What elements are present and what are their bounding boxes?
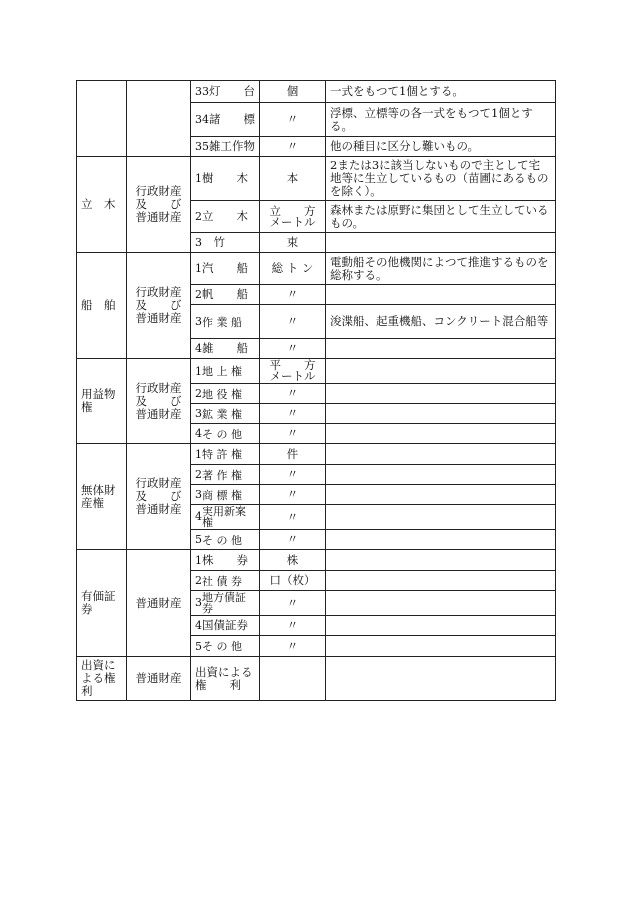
subclass-cell bbox=[127, 657, 191, 701]
item-number: 4 bbox=[195, 510, 202, 523]
item-number: 1 bbox=[195, 553, 202, 567]
item-number: 34 bbox=[195, 113, 209, 126]
item-number: 4 bbox=[195, 342, 202, 355]
table-row bbox=[77, 81, 556, 103]
note-cell bbox=[326, 424, 556, 444]
item-name: 社 債 券 bbox=[202, 574, 242, 588]
note-cell bbox=[326, 233, 556, 253]
unit-cell: 本 bbox=[260, 157, 326, 201]
unit-cell: 〃 bbox=[260, 424, 326, 444]
unit-cell: 総 ト ン bbox=[260, 253, 326, 285]
category-cell: 無体財産権 bbox=[77, 444, 127, 550]
note-cell bbox=[326, 359, 556, 384]
item-name: 実用新案権 bbox=[202, 505, 246, 529]
subclass-line: 行政財産 bbox=[135, 380, 182, 395]
item-cell bbox=[191, 359, 260, 384]
unit-cell: 件 bbox=[260, 444, 326, 465]
unit-cell: 株 bbox=[260, 550, 326, 571]
item-name: 樹 木 bbox=[202, 171, 248, 185]
subclass-cell bbox=[127, 444, 191, 550]
unit-cell: 〃 bbox=[260, 339, 326, 359]
unit-cell: 〃 bbox=[260, 505, 326, 530]
item-name: 立 木 bbox=[202, 209, 248, 223]
unit-cell: 〃 bbox=[260, 384, 326, 404]
unit-cell: 口（枚） bbox=[260, 571, 326, 591]
note-cell: 2または3に該当しないもので主として宅地等に生立しているもの（苗圃にあるものを除く）。 bbox=[326, 157, 556, 201]
subclass-line: 及 び bbox=[135, 489, 182, 503]
subclass-cell bbox=[127, 253, 191, 359]
item-cell bbox=[191, 657, 260, 701]
item-number: 4 bbox=[195, 619, 202, 632]
item-number: 2 bbox=[195, 387, 202, 400]
unit-cell: 〃 bbox=[260, 616, 326, 636]
empty-subclass-cell bbox=[127, 81, 191, 157]
unit-cell: 〃 bbox=[260, 530, 326, 550]
item-number: 1 bbox=[195, 262, 202, 275]
subclass-line: 普通財産 bbox=[135, 406, 182, 421]
note-cell bbox=[326, 616, 556, 636]
item-cell bbox=[191, 285, 260, 305]
item-number: 2 bbox=[195, 288, 202, 301]
unit-cell: 〃 bbox=[260, 636, 326, 657]
item-cell bbox=[191, 305, 260, 339]
item-number: 3 bbox=[195, 596, 202, 609]
item-cell bbox=[191, 339, 260, 359]
unit-cell: 〃 bbox=[260, 485, 326, 505]
subclass-line: 普通財産 bbox=[135, 311, 182, 325]
category-cell: 出資による権利 bbox=[77, 657, 127, 701]
item-cell bbox=[191, 591, 260, 616]
item-name: 特 許 権 bbox=[202, 448, 242, 461]
note-cell bbox=[326, 285, 556, 305]
item-name: 株 券 bbox=[202, 552, 248, 567]
item-name: 作 業 船 bbox=[202, 315, 242, 329]
table-row bbox=[77, 657, 556, 701]
note-cell bbox=[326, 465, 556, 485]
item-cell bbox=[191, 636, 260, 657]
note-cell: 浚渫船、起重機船、コンクリート混合船等 bbox=[326, 305, 556, 339]
item-cell bbox=[191, 81, 260, 103]
note-cell bbox=[326, 636, 556, 657]
note-cell bbox=[326, 485, 556, 505]
note-cell: 浮標、立標等の各一式をもつて1個とする。 bbox=[326, 103, 556, 137]
note-cell bbox=[326, 384, 556, 404]
note-cell bbox=[326, 404, 556, 424]
table-row bbox=[77, 253, 556, 285]
unit-cell: 〃 bbox=[260, 404, 326, 424]
item-number: 5 bbox=[195, 639, 202, 653]
item-cell bbox=[191, 253, 260, 285]
item-number: 35 bbox=[195, 140, 209, 153]
subclass-cell bbox=[127, 359, 191, 444]
note-cell bbox=[326, 657, 556, 701]
subclass-line: 及 び bbox=[135, 298, 182, 312]
item-name: そ の 他 bbox=[202, 533, 242, 547]
note-cell: 他の種目に区分し難いもの。 bbox=[326, 137, 556, 157]
item-name: 地 上 権 bbox=[202, 365, 242, 378]
category-cell: 船 舶 bbox=[77, 253, 127, 359]
unit-cell: 平 方 メートル bbox=[260, 359, 326, 384]
empty-category-cell bbox=[77, 81, 127, 157]
note-cell bbox=[326, 339, 556, 359]
subclass-line: 普通財産 bbox=[135, 671, 182, 685]
item-name: 鉱 業 権 bbox=[202, 407, 242, 421]
item-cell bbox=[191, 384, 260, 404]
note-cell: 一式をもつて1個とする。 bbox=[326, 81, 556, 103]
item-number: 4 bbox=[195, 427, 202, 440]
item-name: 地 役 権 bbox=[202, 387, 242, 401]
note-cell bbox=[326, 571, 556, 591]
unit-cell: 〃 bbox=[260, 137, 326, 157]
note-cell bbox=[326, 444, 556, 465]
table-row bbox=[77, 157, 556, 201]
subclass-line: 行政財産 bbox=[135, 184, 182, 198]
item-number: 3 bbox=[195, 315, 202, 328]
item-cell bbox=[191, 103, 260, 137]
item-name: 雑 船 bbox=[202, 341, 248, 355]
subclass-line: 行政財産 bbox=[135, 476, 182, 490]
item-name: そ の 他 bbox=[202, 427, 242, 441]
item-name: 諸 標 bbox=[209, 112, 255, 126]
item-number: 1 bbox=[195, 364, 202, 378]
item-cell bbox=[191, 571, 260, 591]
item-cell bbox=[191, 550, 260, 571]
note-cell: 電動船その他機関によつて推進するものを総称する。 bbox=[326, 253, 556, 285]
item-number: 3 bbox=[195, 236, 202, 249]
item-number: 1 bbox=[195, 172, 202, 185]
item-number: 2 bbox=[195, 210, 202, 223]
table-row bbox=[77, 359, 556, 384]
item-cell bbox=[191, 444, 260, 465]
item-name: 商 標 権 bbox=[202, 488, 242, 502]
item-cell bbox=[191, 157, 260, 201]
item-cell bbox=[191, 233, 260, 253]
property-classification-table bbox=[76, 80, 556, 701]
category-cell: 立 木 bbox=[77, 157, 127, 253]
unit-cell: 束 bbox=[260, 233, 326, 253]
unit-cell: 立 方 メートル bbox=[260, 201, 326, 233]
item-number: 5 bbox=[195, 533, 202, 546]
subclass-line: 及 び bbox=[135, 197, 182, 211]
note-cell bbox=[326, 530, 556, 550]
item-cell bbox=[191, 530, 260, 550]
note-cell bbox=[326, 591, 556, 616]
unit-cell: 〃 bbox=[260, 285, 326, 305]
unit-cell: 〃 bbox=[260, 103, 326, 137]
category-cell: 用益物権 bbox=[77, 359, 127, 444]
note-cell bbox=[326, 505, 556, 530]
item-number: 3 bbox=[195, 488, 202, 501]
subclass-line: 普通財産 bbox=[135, 502, 182, 516]
item-cell bbox=[191, 137, 260, 157]
item-number: 3 bbox=[195, 407, 202, 420]
item-cell bbox=[191, 485, 260, 505]
unit-cell: 〃 bbox=[260, 591, 326, 616]
item-cell bbox=[191, 404, 260, 424]
item-name: 出資による権 利 bbox=[195, 664, 253, 692]
item-number: 1 bbox=[195, 447, 202, 461]
item-cell bbox=[191, 465, 260, 485]
unit-cell: 個 bbox=[260, 81, 326, 103]
grouped-sections bbox=[77, 157, 556, 701]
item-name: 汽 船 bbox=[202, 261, 248, 275]
table-row bbox=[77, 550, 556, 571]
subclass-cell bbox=[127, 550, 191, 657]
item-cell bbox=[191, 616, 260, 636]
unit-cell bbox=[260, 657, 326, 701]
category-cell: 有価証券 bbox=[77, 550, 127, 657]
note-cell bbox=[326, 550, 556, 571]
subclass-line: 及 び bbox=[135, 393, 182, 408]
table-row bbox=[77, 444, 556, 465]
item-number: 33 bbox=[195, 85, 209, 98]
item-number: 2 bbox=[195, 574, 202, 587]
item-name: 竹 bbox=[202, 235, 225, 249]
item-name: 著 作 権 bbox=[202, 468, 242, 482]
unit-cell: 〃 bbox=[260, 305, 326, 339]
item-number: 2 bbox=[195, 468, 202, 481]
item-name: そ の 他 bbox=[202, 640, 242, 653]
subclass-line: 普通財産 bbox=[135, 210, 182, 224]
item-cell bbox=[191, 424, 260, 444]
item-name: 地方債証券 bbox=[202, 591, 246, 615]
item-name: 帆 船 bbox=[202, 287, 248, 301]
item-cell bbox=[191, 505, 260, 530]
subclass-line: 普通財産 bbox=[135, 595, 182, 610]
item-name: 雑工作物 bbox=[209, 139, 255, 153]
item-name: 灯 台 bbox=[209, 84, 255, 98]
item-name: 国債証券 bbox=[202, 618, 248, 632]
unit-cell: 〃 bbox=[260, 465, 326, 485]
item-cell bbox=[191, 201, 260, 233]
note-cell: 森林または原野に集団として生立しているもの。 bbox=[326, 201, 556, 233]
subclass-cell bbox=[127, 157, 191, 253]
subclass-line: 行政財産 bbox=[135, 285, 182, 299]
